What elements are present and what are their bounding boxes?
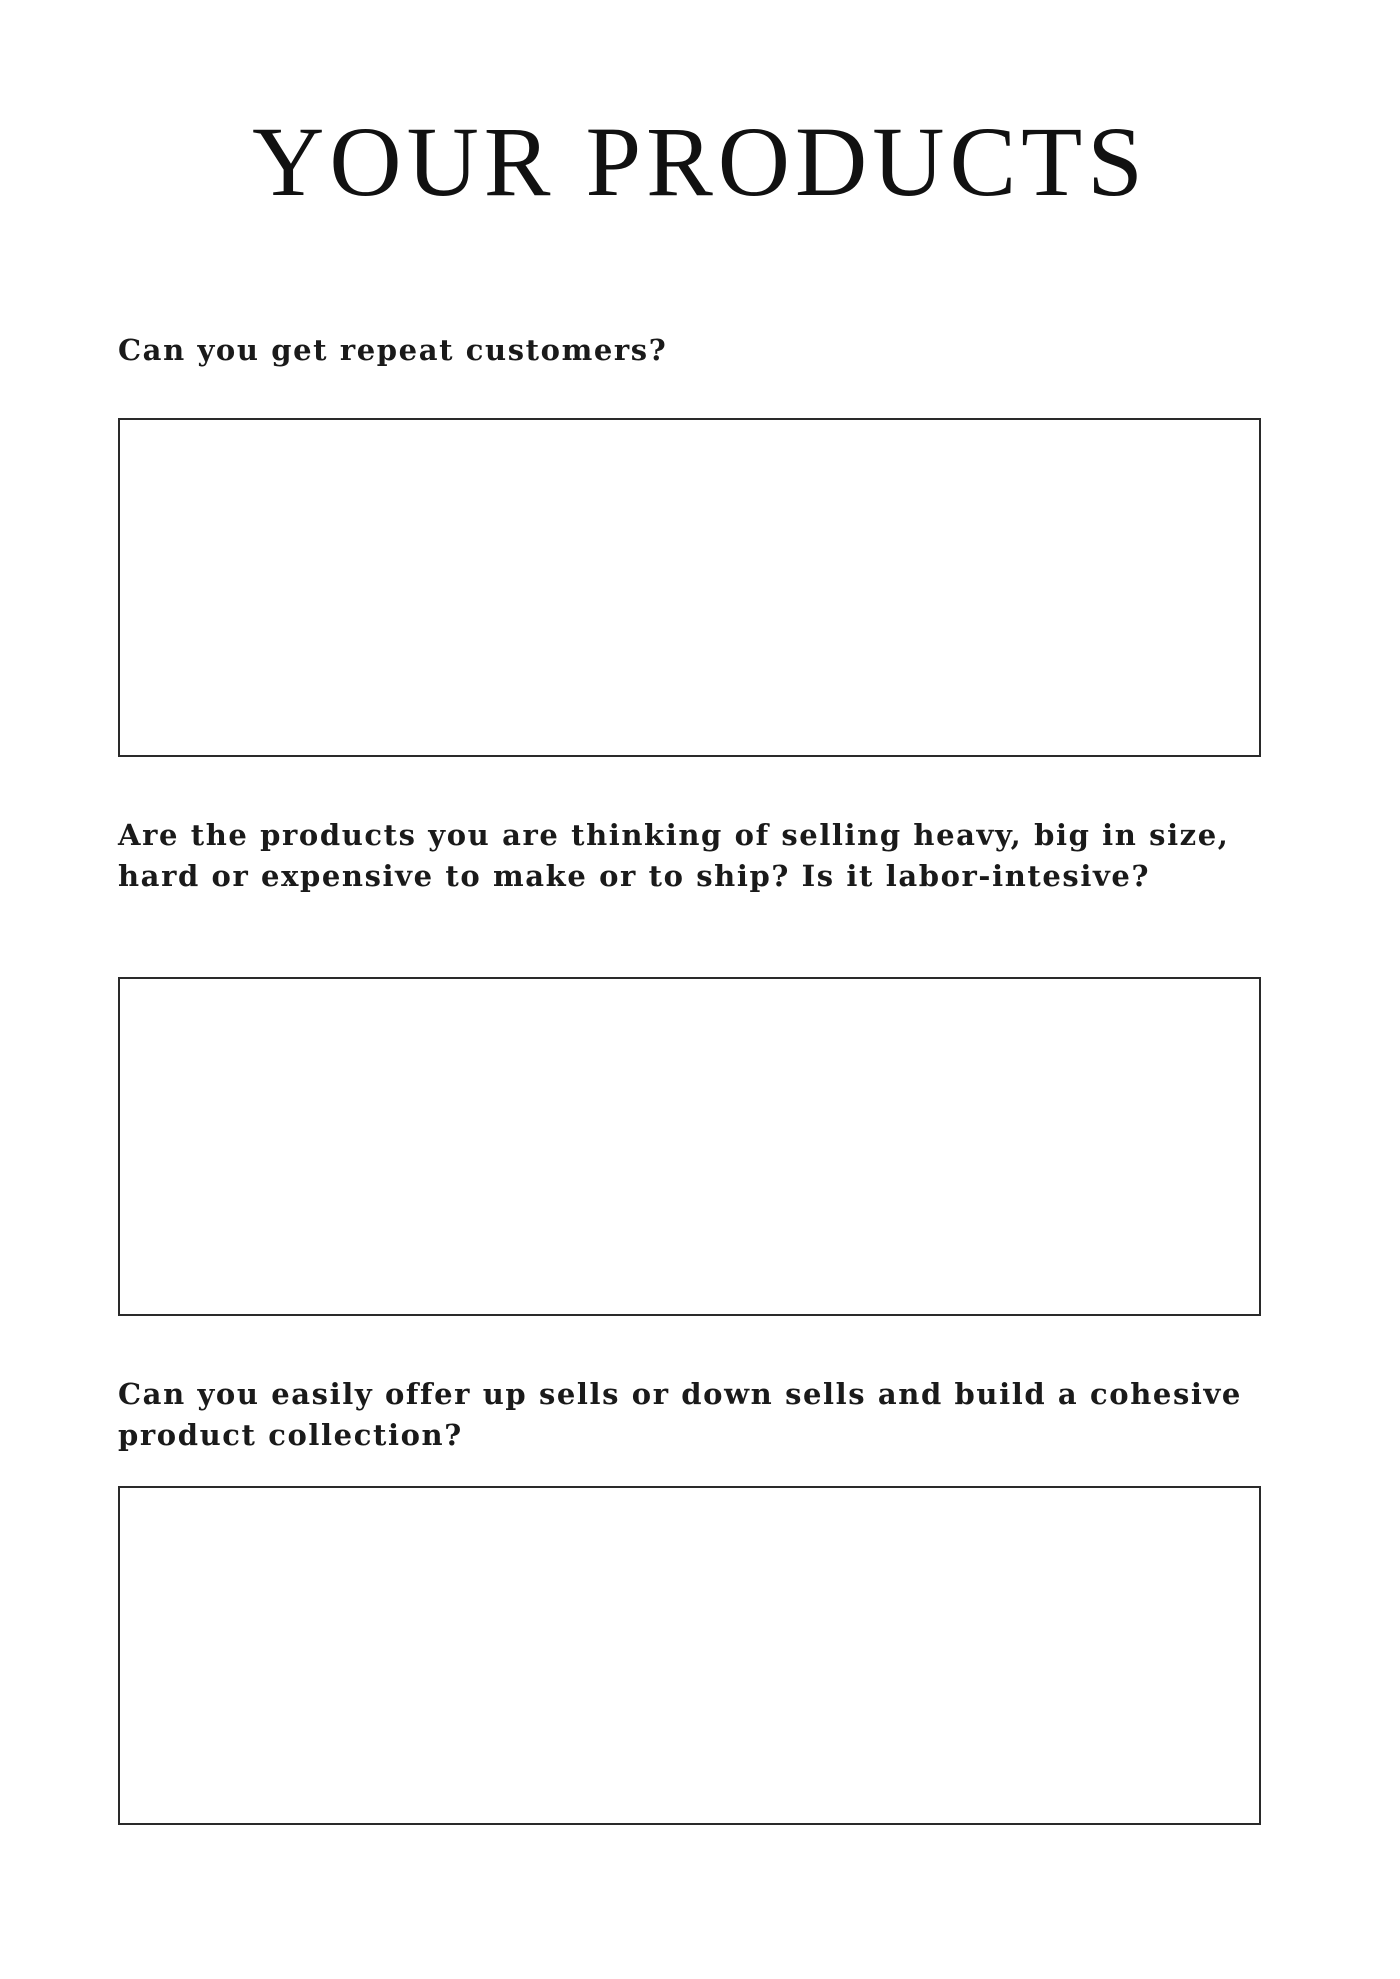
answer-box-repeat-customers[interactable] [118,418,1261,757]
question-shipping-and-labor: Are the products you are thinking of selling heavy, big in size, hard or expensive to make or to ship? Is it labor-intesive? [118,818,1230,893]
answer-box-shipping-and-labor[interactable] [118,977,1261,1316]
question-upsells-downsells: Can you easily offer up sells or down sells and build a cohesive product collection? [118,1377,1242,1452]
question-repeat-customers: Can you get repeat customers? [118,333,668,367]
answer-box-upsells-downsells[interactable] [118,1486,1261,1825]
page-title: YOUR PRODUCTS [252,106,1148,217]
